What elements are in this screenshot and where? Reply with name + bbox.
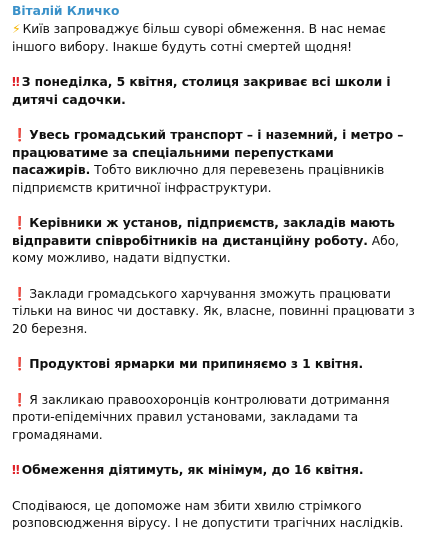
paragraph-text: Або, кому можливо, надати відпустки. [12,233,400,265]
paragraph-bold-text: Продуктові ярмарки ми припиняємо з 1 квітня. [29,357,364,371]
paragraph-schools [12,74,415,109]
paragraph-text: Київ запроваджує більш суворі обмеження. В нас немає іншого вибору. Інакше будуть сотні смертей щодня! [12,22,386,54]
double-exclamation-icon: ‼ [12,463,18,477]
paragraph-transport [12,127,415,197]
paragraph-remote-work [12,215,415,268]
paragraph-text: Тобто виключно для перевезень працівників підприємств критичної інфраструктури. [12,163,385,195]
exclamation-icon: ❗ [12,286,28,301]
paragraph-text: Сподіваюся, це допоможе нам збити хвилю стрімкого розповсюдження вірусу. І не допустити трагічних наслідків. [12,498,404,530]
paragraph-bold-text: З понеділка, 5 квітня, столиця закриває всі школи і дитячі садочки. [12,75,391,107]
paragraph-bold-text: Обмеження діятимуть, як мінімум, до 16 квітня. [21,463,364,477]
paragraph-police [12,392,415,445]
paragraph-bold-text: Керівники ж установ, підприємств, закладів мають відправити співробітників на дистанційну роботу. [12,216,395,248]
paragraph-closing [12,498,415,533]
paragraph-duration [12,462,415,480]
exclamation-icon: ❗ [12,216,28,230]
double-exclamation-icon: ‼ [12,75,18,89]
paragraph-fairs [12,356,415,374]
paragraph-intro [12,21,415,56]
sender-name[interactable]: Віталій Кличко [12,4,120,18]
exclamation-icon: ❗ [12,128,28,142]
paragraph-bold-text: Увесь громадський транспорт – і наземний, і метро – працюватиме за спеціальними перепустками пасажирів. [12,128,404,177]
lightning-icon: ⚡ [12,22,21,36]
exclamation-icon: ❗ [12,392,28,407]
paragraph-catering [12,286,415,339]
paragraph-text: Я закликаю правоохоронців контролювати дотримання проти-епідемічних правил установами, закладами та громадянами. [12,392,390,442]
exclamation-icon: ❗ [12,357,28,371]
paragraph-text: Заклади громадського харчування зможуть працювати тільки на винос чи доставку. Як, власне, повинні працювати з 20 березня. [12,286,415,336]
